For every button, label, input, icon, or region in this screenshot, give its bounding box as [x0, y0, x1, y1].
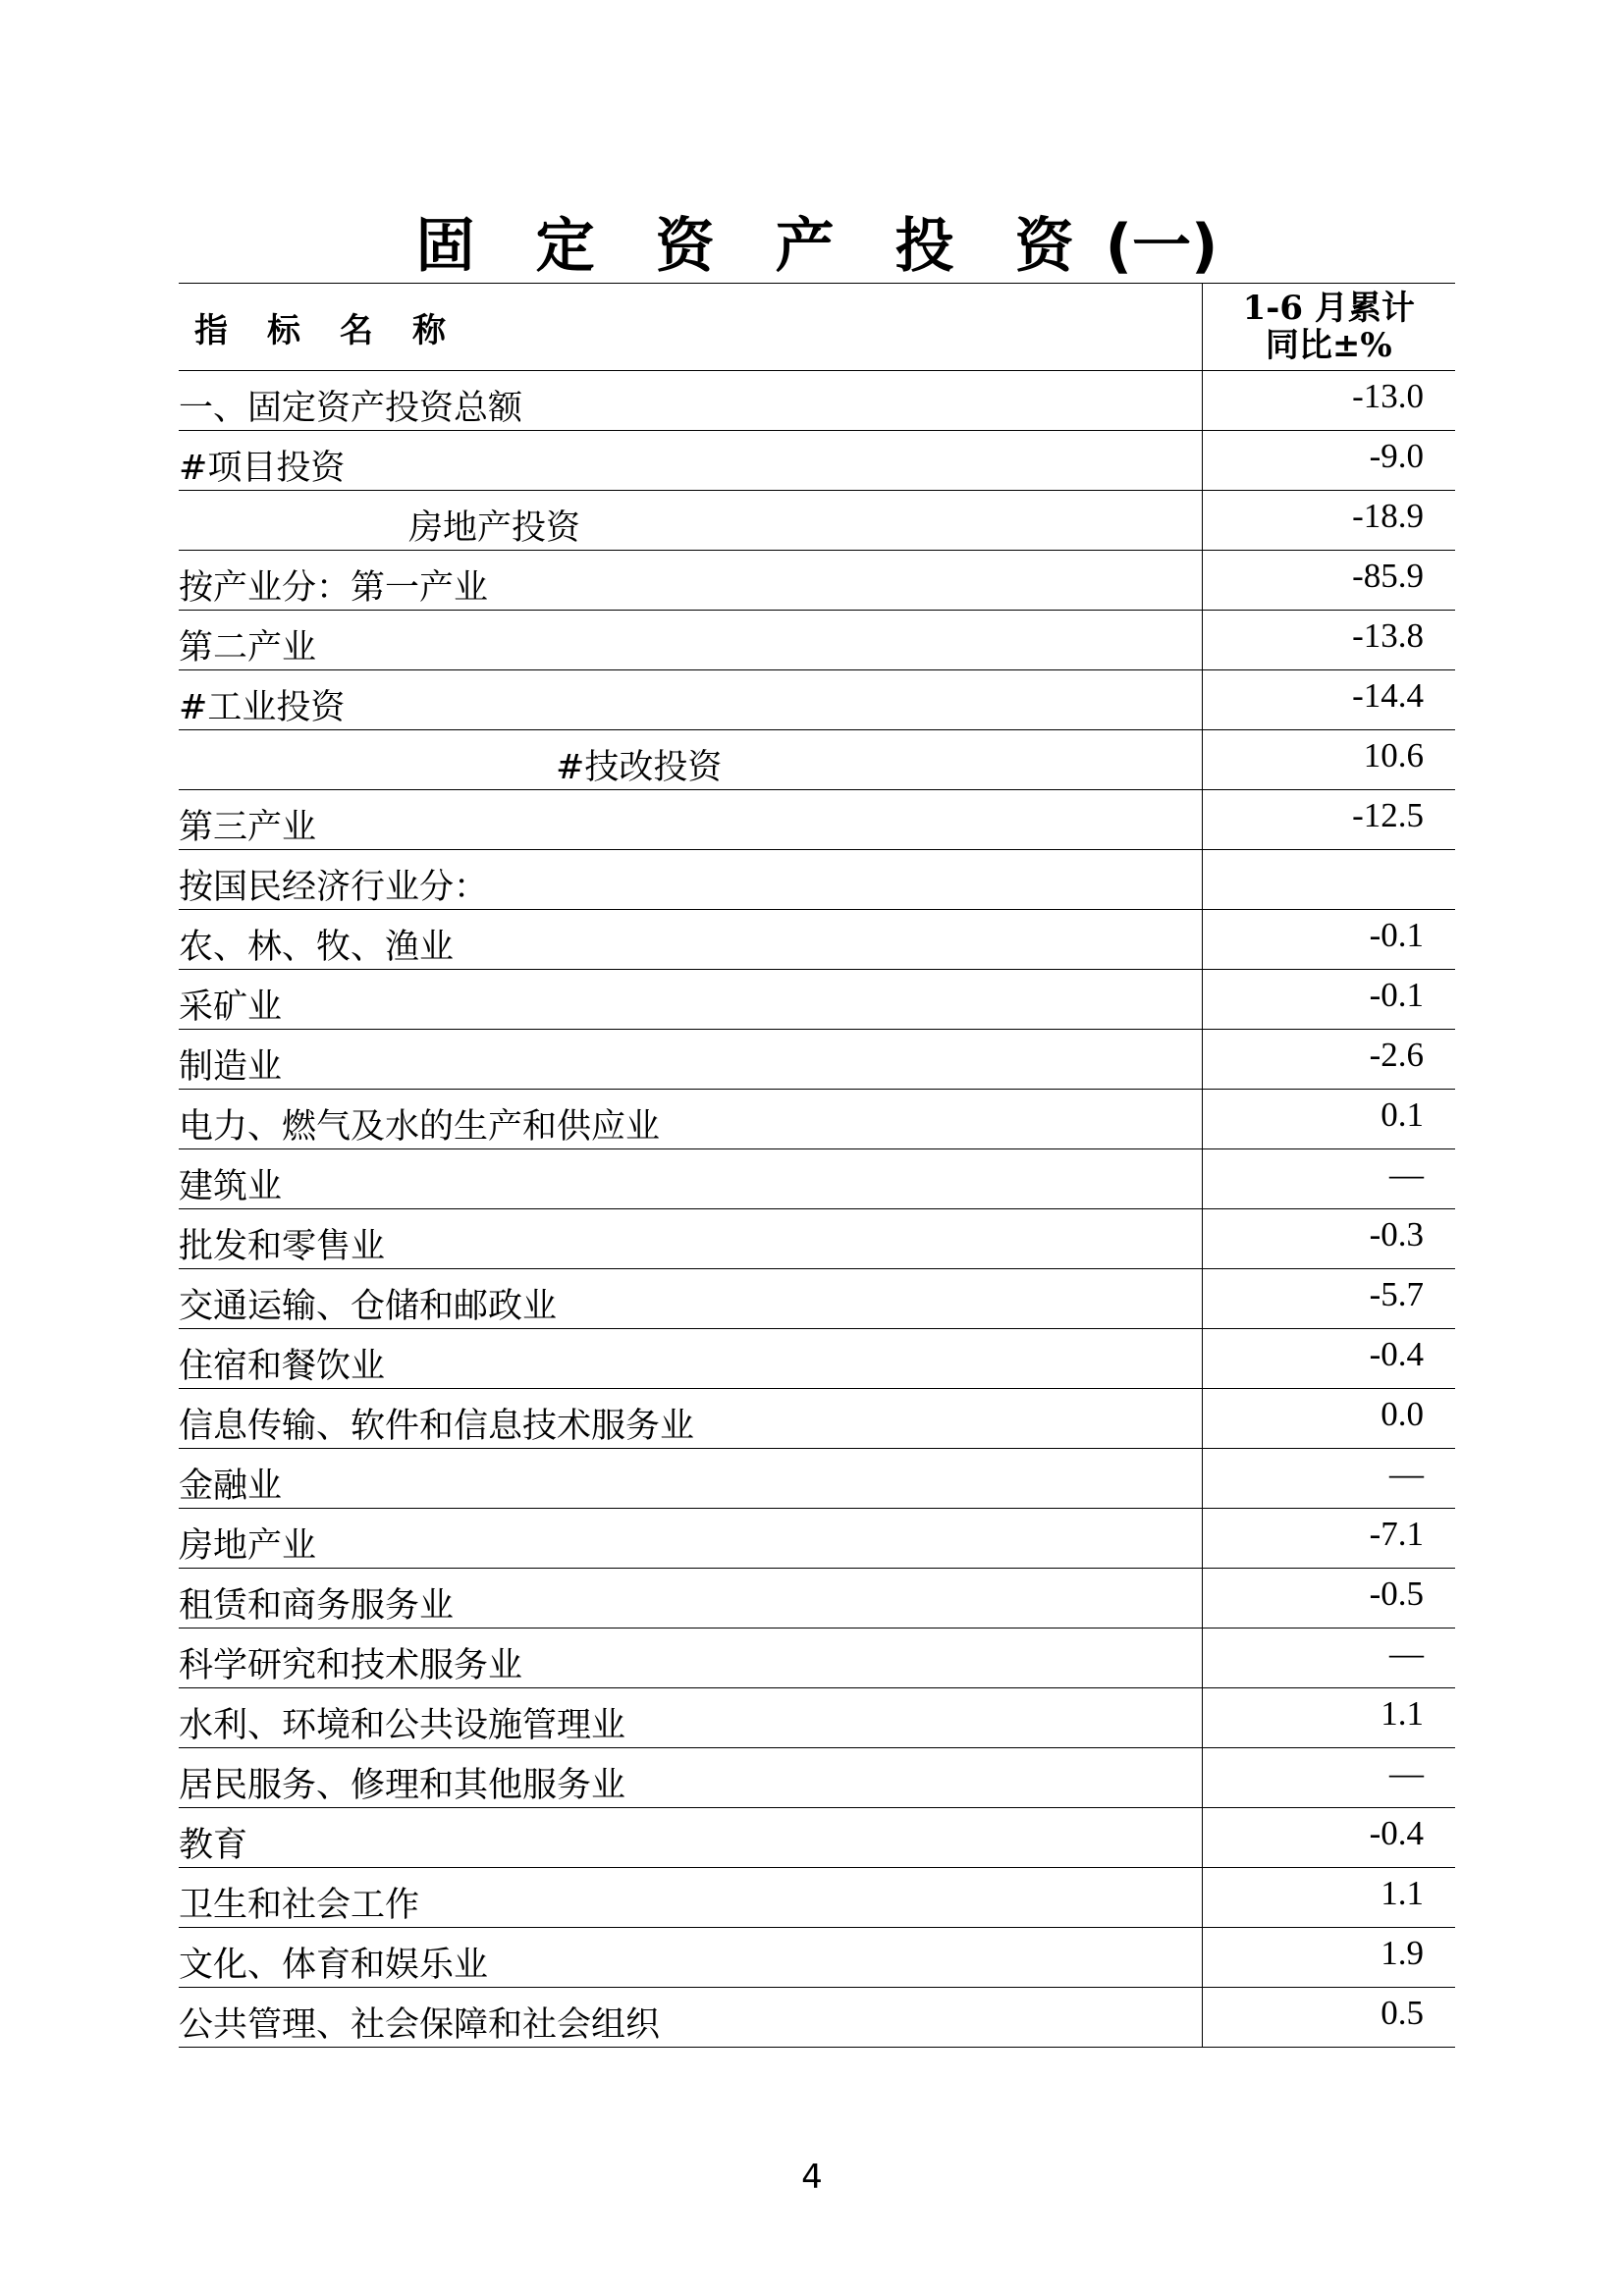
indicator-name-cell: 教育 — [179, 1808, 1202, 1868]
table-row — [179, 371, 1455, 431]
table-row — [179, 850, 1455, 910]
page-title-suffix: (一) — [1105, 212, 1218, 281]
indicator-name-cell: 按产业分：第一产业 — [179, 551, 1202, 611]
yoy-value-cell — [1202, 850, 1455, 910]
yoy-value-cell: — — [1202, 1149, 1455, 1209]
yoy-value-cell: 10.6 — [1202, 730, 1455, 790]
indicator-name-cell: 信息传输、软件和信息技术服务业 — [179, 1389, 1202, 1449]
yoy-value-cell: -0.1 — [1202, 970, 1455, 1030]
indicator-name-cell: 金融业 — [179, 1449, 1202, 1509]
indicator-name-cell: 采矿业 — [179, 970, 1202, 1030]
yoy-value-cell: -14.4 — [1202, 670, 1455, 730]
table-body — [179, 371, 1455, 2048]
indicator-name-cell: 第三产业 — [179, 790, 1202, 850]
table-row — [179, 1688, 1455, 1748]
indicator-name-cell: 住宿和餐饮业 — [179, 1329, 1202, 1389]
page-title — [179, 204, 1455, 279]
page-number: 4 — [801, 2158, 823, 2197]
yoy-value-cell: -7.1 — [1202, 1509, 1455, 1569]
page-title-main: 固定资产投资 — [415, 212, 1135, 281]
yoy-value-cell: 0.0 — [1202, 1389, 1455, 1449]
yoy-value-cell: 1.1 — [1202, 1868, 1455, 1928]
column-header-indicator: 指标名称 — [179, 284, 1202, 371]
yoy-value-cell: -0.1 — [1202, 910, 1455, 970]
yoy-value-cell: -0.5 — [1202, 1569, 1455, 1629]
table-row — [179, 611, 1455, 670]
table-row — [179, 1868, 1455, 1928]
column-header-value-line1: 1-6 月累计 — [1242, 289, 1415, 328]
yoy-value-cell: — — [1202, 1748, 1455, 1808]
column-header-value — [1202, 284, 1455, 371]
table-row — [179, 431, 1455, 491]
table-row — [179, 1389, 1455, 1449]
yoy-value-cell: 1.9 — [1202, 1928, 1455, 1988]
indicator-name-cell: 制造业 — [179, 1030, 1202, 1090]
indicator-name-cell: 批发和零售业 — [179, 1209, 1202, 1269]
indicator-name-cell: 租赁和商务服务业 — [179, 1569, 1202, 1629]
table-row — [179, 1269, 1455, 1329]
indicator-name-cell: #项目投资 — [179, 431, 1202, 491]
table-row — [179, 1209, 1455, 1269]
table-row — [179, 790, 1455, 850]
table-row — [179, 1509, 1455, 1569]
yoy-value-cell: -85.9 — [1202, 551, 1455, 611]
table-row — [179, 551, 1455, 611]
yoy-value-cell: -13.8 — [1202, 611, 1455, 670]
table-row — [179, 1569, 1455, 1629]
indicator-name-cell: 按国民经济行业分： — [179, 850, 1202, 910]
table-row — [179, 910, 1455, 970]
column-header-value-line2: 同比±% — [1265, 326, 1392, 365]
indicator-name-cell: 一、固定资产投资总额 — [179, 371, 1202, 431]
yoy-value-cell: -5.7 — [1202, 1269, 1455, 1329]
table-header-row — [179, 284, 1455, 371]
investment-table — [179, 283, 1455, 2048]
table-row — [179, 1329, 1455, 1389]
indicator-name-cell: 房地产投资 — [179, 491, 1202, 551]
yoy-value-cell: -2.6 — [1202, 1030, 1455, 1090]
indicator-name-cell: 公共管理、社会保障和社会组织 — [179, 1988, 1202, 2048]
yoy-value-cell: -0.4 — [1202, 1329, 1455, 1389]
indicator-name-cell: #工业投资 — [179, 670, 1202, 730]
yoy-value-cell: -0.3 — [1202, 1209, 1455, 1269]
yoy-value-cell: 1.1 — [1202, 1688, 1455, 1748]
table-row — [179, 1629, 1455, 1688]
indicator-name-cell: 交通运输、仓储和邮政业 — [179, 1269, 1202, 1329]
yoy-value-cell: — — [1202, 1449, 1455, 1509]
yoy-value-cell: -12.5 — [1202, 790, 1455, 850]
table-row — [179, 1988, 1455, 2048]
table-row — [179, 730, 1455, 790]
table-row — [179, 1928, 1455, 1988]
yoy-value-cell: -9.0 — [1202, 431, 1455, 491]
table-row — [179, 670, 1455, 730]
table-row — [179, 1090, 1455, 1149]
indicator-name-cell: 建筑业 — [179, 1149, 1202, 1209]
yoy-value-cell: -13.0 — [1202, 371, 1455, 431]
indicator-name-cell: 科学研究和技术服务业 — [179, 1629, 1202, 1688]
indicator-name-cell: 居民服务、修理和其他服务业 — [179, 1748, 1202, 1808]
table-row — [179, 1449, 1455, 1509]
yoy-value-cell: 0.5 — [1202, 1988, 1455, 2048]
indicator-name-cell: 房地产业 — [179, 1509, 1202, 1569]
yoy-value-cell: — — [1202, 1629, 1455, 1688]
indicator-name-cell: 农、林、牧、渔业 — [179, 910, 1202, 970]
table-row — [179, 491, 1455, 551]
table-row — [179, 1030, 1455, 1090]
indicator-name-cell: 电力、燃气及水的生产和供应业 — [179, 1090, 1202, 1149]
indicator-name-cell: 第二产业 — [179, 611, 1202, 670]
yoy-value-cell: 0.1 — [1202, 1090, 1455, 1149]
indicator-name-cell: 水利、环境和公共设施管理业 — [179, 1688, 1202, 1748]
indicator-name-cell: 文化、体育和娱乐业 — [179, 1928, 1202, 1988]
table-row — [179, 1808, 1455, 1868]
table-row — [179, 1149, 1455, 1209]
table-row — [179, 970, 1455, 1030]
indicator-name-cell: #技改投资 — [179, 730, 1202, 790]
yoy-value-cell: -0.4 — [1202, 1808, 1455, 1868]
yoy-value-cell: -18.9 — [1202, 491, 1455, 551]
table-row — [179, 1748, 1455, 1808]
indicator-name-cell: 卫生和社会工作 — [179, 1868, 1202, 1928]
